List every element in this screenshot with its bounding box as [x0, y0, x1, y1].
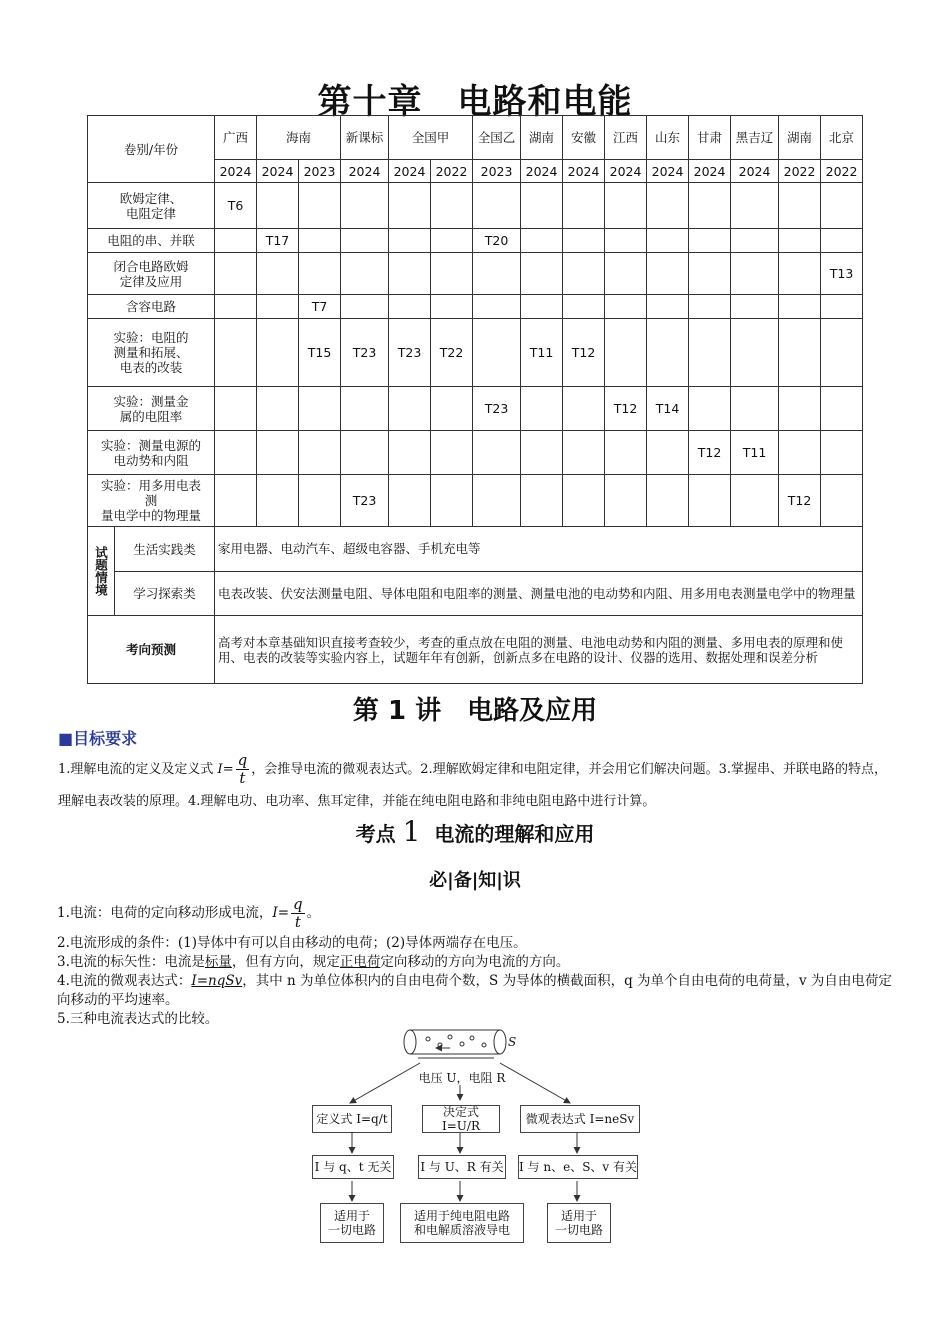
question-cell: [389, 253, 431, 295]
question-cell: [521, 295, 563, 319]
item-4-b: ，其中 n 为单位体积内的自由电荷个数，S 为导体的横截面积，q 为单个自由电荷的电荷量，v 为自由电荷定向移动的平均速率。: [57, 973, 892, 1008]
question-cell: T12: [563, 319, 605, 387]
knowledge-point-title: [0, 815, 950, 848]
question-cell: T12: [605, 387, 647, 431]
year-cell: 2024: [563, 160, 605, 183]
question-cell: [689, 295, 731, 319]
question-cell: [473, 295, 521, 319]
question-cell: T11: [731, 431, 779, 475]
question-cell: [689, 319, 731, 387]
item-5: 5.三种电流表达式的比较。: [57, 1011, 219, 1027]
conductor-icon: [404, 1030, 506, 1058]
cross-section-label: S: [508, 1035, 517, 1049]
question-cell: T23: [341, 475, 389, 527]
question-cell: [689, 475, 731, 527]
question-cell: [431, 431, 473, 475]
kp-prefix: 考点: [355, 822, 396, 846]
question-cell: [341, 295, 389, 319]
question-cell: [821, 295, 863, 319]
question-cell: [821, 229, 863, 253]
topic-label: 含容电路: [88, 295, 215, 319]
question-cell: [431, 229, 473, 253]
question-cell: [563, 253, 605, 295]
topic-label: 实验：测量金 属的电阻率: [88, 387, 215, 431]
topic-label: 实验：用多用电表 测 量电学中的物理量: [88, 475, 215, 527]
question-cell: [521, 253, 563, 295]
item-3: [57, 953, 893, 972]
question-cell: [731, 387, 779, 431]
question-cell: [389, 431, 431, 475]
exam-distribution-table: [87, 115, 863, 684]
question-cell: [257, 319, 299, 387]
region-header: 全国乙: [473, 116, 521, 160]
question-cell: [605, 295, 647, 319]
question-cell: T23: [341, 319, 389, 387]
item-3-underline-1: 标量: [204, 954, 232, 970]
year-cell: 2022: [779, 160, 821, 183]
kp-number: 1: [402, 815, 421, 848]
question-cell: [431, 183, 473, 229]
forecast-row: [88, 616, 863, 684]
year-cell: 2024: [257, 160, 299, 183]
question-cell: [779, 183, 821, 229]
topic-row: [88, 183, 863, 229]
question-cell: [647, 319, 689, 387]
year-cell: 2024: [341, 160, 389, 183]
year-cell: 2023: [473, 160, 521, 183]
question-cell: [257, 183, 299, 229]
question-cell: [215, 295, 257, 319]
question-cell: [647, 431, 689, 475]
topic-row: [88, 319, 863, 387]
question-cell: [521, 229, 563, 253]
definition-relation-box: I 与 q、t 无关: [312, 1155, 394, 1179]
question-cell: [215, 387, 257, 431]
question-cell: [689, 387, 731, 431]
question-cell: [257, 387, 299, 431]
context-text: 电表改装、伏安法测量电阻、导体电阻和电阻率的测量、测量电池的电动势和内阻、用多用电表测量电学中的物理量: [215, 571, 863, 616]
question-cell: T7: [299, 295, 341, 319]
item-3-a: 3.电流的标矢性：电流是: [57, 954, 205, 970]
region-header: 甘肃: [689, 116, 731, 160]
question-cell: [215, 319, 257, 387]
year-cell: 2023: [299, 160, 341, 183]
topic-label: 实验：电阻的 测量和拓展、 电表的改装: [88, 319, 215, 387]
question-cell: [779, 319, 821, 387]
question-cell: [257, 475, 299, 527]
question-cell: T22: [431, 319, 473, 387]
question-cell: [563, 295, 605, 319]
question-cell: [731, 253, 779, 295]
question-cell: [389, 295, 431, 319]
item-3-b: ，但有方向，规定: [231, 954, 340, 970]
question-cell: [779, 295, 821, 319]
region-header: 湖南: [521, 116, 563, 160]
question-cell: [731, 229, 779, 253]
question-cell: [731, 295, 779, 319]
goal-text: 1.理解电流的定义及定义式 I= $\frac{q}{t}$ ，会推导电流的微观表达式。2.理解欧姆定律和电阻定律，并会用它们解决问题。3.掌握串、并联电路的特点，理解电表改装的原理。4.理解电功、电功率、焦耳定律，并能在纯电阻电路和非纯电阻电路中进行计算。: [58, 751, 888, 809]
question-cell: [647, 229, 689, 253]
topic-row: [88, 229, 863, 253]
year-cell: 2024: [689, 160, 731, 183]
question-cell: [473, 431, 521, 475]
item-4: [57, 972, 893, 1010]
context-label: 试题情境: [93, 546, 109, 596]
question-cell: [299, 183, 341, 229]
region-header: 北京: [821, 116, 863, 160]
microscopic-box: 微观表达式 I=neSv: [520, 1105, 640, 1133]
question-cell: [731, 475, 779, 527]
question-cell: [341, 431, 389, 475]
goal-heading: ■目标要求: [58, 729, 138, 748]
topic-row: [88, 387, 863, 431]
topic-label: 闭合电路欧姆 定律及应用: [88, 253, 215, 295]
question-cell: T23: [473, 387, 521, 431]
context-type-label: 学习探索类: [133, 586, 196, 601]
question-cell: [779, 431, 821, 475]
question-cell: [605, 431, 647, 475]
chapter-title: 第十章 电路和电能: [317, 82, 633, 122]
question-cell: T12: [689, 431, 731, 475]
question-cell: [731, 183, 779, 229]
question-cell: [431, 475, 473, 527]
topic-row: [88, 253, 863, 295]
question-cell: [821, 431, 863, 475]
region-header: 山东: [647, 116, 689, 160]
item-2: 2.电流形成的条件：(1)导体中有可以自由移动的电荷；(2)导体两端存在电压。: [57, 935, 527, 951]
question-cell: [647, 475, 689, 527]
goal-text-b: ，会推导电流的微观表达式。2.理解欧姆定律和电阻定律，并会用它们解决问题。3.掌握串、并联电路的特点，理解电表改装的原理。4.理解电功、电功率、焦耳定律，并能在纯电阻电路和非纯电阻电路中进行计算。: [58, 762, 888, 809]
question-cell: [521, 475, 563, 527]
region-header: 广西: [215, 116, 257, 160]
question-cell: [779, 229, 821, 253]
question-cell: T12: [779, 475, 821, 527]
question-cell: [341, 253, 389, 295]
question-cell: [821, 387, 863, 431]
fraction-q-over-t: $\frac{q}{t}$: [293, 895, 303, 931]
question-cell: T6: [215, 183, 257, 229]
year-cell: 2024: [389, 160, 431, 183]
question-cell: T23: [389, 319, 431, 387]
year-cell: 2024: [647, 160, 689, 183]
voltage-resistance-label: 电压 U，电阻 R: [418, 1071, 506, 1085]
question-cell: [341, 183, 389, 229]
question-cell: [821, 183, 863, 229]
question-cell: [563, 387, 605, 431]
question-cell: [299, 431, 341, 475]
question-cell: [299, 387, 341, 431]
question-cell: T14: [647, 387, 689, 431]
context-row: [88, 527, 863, 572]
question-cell: [473, 475, 521, 527]
question-cell: [431, 387, 473, 431]
question-cell: [605, 229, 647, 253]
question-cell: [341, 387, 389, 431]
question-cell: [431, 295, 473, 319]
lesson-title: 第 1 讲 电路及应用: [352, 696, 598, 726]
question-cell: [821, 319, 863, 387]
question-cell: [341, 229, 389, 253]
section-title: 必|备|知|识: [429, 870, 521, 891]
header-label: 卷别/年份: [88, 116, 215, 183]
question-cell: [689, 183, 731, 229]
question-cell: [689, 229, 731, 253]
context-cell: [88, 527, 215, 616]
item-4-a: 4.电流的微观表达式：: [57, 973, 192, 989]
question-cell: [521, 183, 563, 229]
question-cell: [563, 229, 605, 253]
year-cell: 2022: [821, 160, 863, 183]
question-cell: [215, 229, 257, 253]
context-text: 家用电器、电动汽车、超级电容器、手机充电等: [215, 527, 863, 572]
year-cell: 2022: [431, 160, 473, 183]
microscopic-scope-box: 适用于 一切电路: [547, 1203, 611, 1243]
question-cell: T20: [473, 229, 521, 253]
question-cell: [473, 319, 521, 387]
question-cell: [647, 183, 689, 229]
year-cell: 2024: [605, 160, 647, 183]
question-cell: T11: [521, 319, 563, 387]
question-cell: [521, 431, 563, 475]
question-cell: [731, 319, 779, 387]
current-expressions-diagram: [300, 1025, 645, 1250]
question-cell: [299, 475, 341, 527]
determination-relation-box: I 与 U、R 有关: [418, 1155, 506, 1179]
question-cell: [563, 431, 605, 475]
question-cell: [605, 253, 647, 295]
question-cell: [431, 253, 473, 295]
item-3-underline-2: 正电荷: [339, 954, 381, 970]
question-cell: [563, 183, 605, 229]
definition-box: 定义式 I=q/t: [312, 1105, 392, 1133]
question-cell: [257, 431, 299, 475]
question-cell: [299, 253, 341, 295]
region-header: 湖南: [779, 116, 821, 160]
topic-label: 欧姆定律、 电阻定律: [88, 183, 215, 229]
fraction-q-over-t: $\frac{q}{t}$: [237, 751, 248, 787]
forecast-text: 高考对本章基础知识直接考查较少，考查的重点放在电阻的测量、电池电动势和内阻的测量、多用电表的原理和使用、电表的改装等实验内容上，试题年年有创新，创新点多在电路的设计、仪器的选用、数据处理和误差分析: [215, 616, 863, 684]
year-cell: 2024: [521, 160, 563, 183]
region-header: 安徽: [563, 116, 605, 160]
microscopic-relation-box: I 与 n、e、S、v 有关: [518, 1155, 638, 1179]
topic-row: [88, 295, 863, 319]
question-cell: [821, 475, 863, 527]
determination-box: 决定式 I=U/R: [422, 1105, 500, 1133]
question-cell: [257, 295, 299, 319]
question-cell: [299, 229, 341, 253]
goal-text-a: 1.理解电流的定义及定义式: [58, 762, 218, 777]
question-cell: [605, 319, 647, 387]
question-cell: [689, 253, 731, 295]
question-cell: [215, 431, 257, 475]
region-header: 江西: [605, 116, 647, 160]
question-cell: [779, 387, 821, 431]
question-cell: [257, 253, 299, 295]
question-cell: T13: [821, 253, 863, 295]
region-header: 海南: [257, 116, 341, 160]
question-cell: [215, 475, 257, 527]
question-cell: [521, 387, 563, 431]
question-cell: T17: [257, 229, 299, 253]
question-cell: [389, 475, 431, 527]
question-cell: [647, 253, 689, 295]
year-cell: 2024: [731, 160, 779, 183]
question-cell: [605, 475, 647, 527]
region-header: 黑吉辽: [731, 116, 779, 160]
determination-scope-box: 适用于纯电阻电路 和电解质溶液导电: [400, 1203, 524, 1243]
topic-label: 电阻的串、并联: [88, 229, 215, 253]
region-header: 全国甲: [389, 116, 473, 160]
item-4-formula: I=nqSv: [191, 973, 243, 989]
question-cell: [473, 183, 521, 229]
question-cell: [389, 229, 431, 253]
item-1-text: 1.电流：电荷的定向移动形成电流，: [57, 905, 273, 921]
question-cell: [647, 295, 689, 319]
region-header: 新课标: [341, 116, 389, 160]
kp-title-text: 电流的理解和应用: [434, 822, 595, 846]
context-type-label: 生活实践类: [115, 527, 214, 572]
item-1: 1.电流：电荷的定向移动形成电流，I= $\frac{q}{t}$ 。: [57, 895, 321, 931]
forecast-label: 考向预测: [88, 616, 215, 684]
topic-label: 实验：测量电源的 电动势和内阻: [88, 431, 215, 475]
year-cell: 2024: [215, 160, 257, 183]
topic-row: [88, 475, 863, 527]
item-3-c: 定向移动的方向为电流的方向。: [380, 954, 570, 970]
question-cell: [473, 253, 521, 295]
question-cell: [563, 475, 605, 527]
question-cell: [605, 183, 647, 229]
question-cell: [389, 183, 431, 229]
question-cell: [215, 253, 257, 295]
definition-scope-box: 适用于 一切电路: [320, 1203, 384, 1243]
question-cell: [389, 387, 431, 431]
question-cell: [779, 253, 821, 295]
topic-row: [88, 431, 863, 475]
question-cell: T15: [299, 319, 341, 387]
